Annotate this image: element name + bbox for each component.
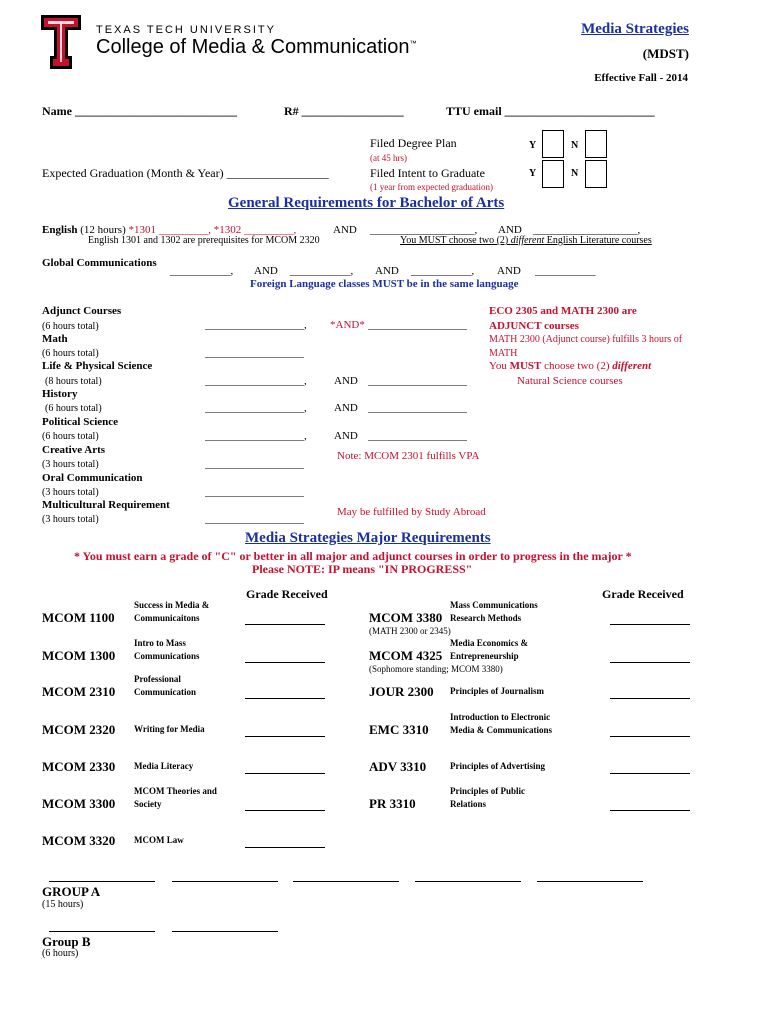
science-label: Life & Physical Science xyxy=(42,360,153,372)
course-code: EMC 3310 xyxy=(369,722,429,737)
course-code: MCOM 1100 xyxy=(42,610,115,625)
eco-note-2: ADJUNCT courses xyxy=(489,320,579,332)
effective-date: Effective Fall - 2014 xyxy=(594,72,688,84)
course-title: Success in Media & xyxy=(134,600,210,610)
intent-no-checkbox[interactable] xyxy=(585,160,607,188)
no-label: N xyxy=(571,140,579,151)
history-label: History xyxy=(42,388,78,400)
grade-field[interactable] xyxy=(245,773,325,774)
english-row: English (12 hours) *1301 _________, *1302 _________, xyxy=(42,224,297,236)
double-t-logo xyxy=(40,14,82,70)
course-title-line2: Communications xyxy=(134,651,200,661)
english-prereq-note: English 1301 and 1302 are prerequisites for MCOM 2320 xyxy=(88,235,320,246)
science-hours: (8 hours total) xyxy=(45,376,102,387)
grade-field[interactable] xyxy=(245,624,325,625)
science-field-1[interactable]: __________________, xyxy=(205,375,307,387)
multicultural-hours: (3 hours total) xyxy=(42,514,99,525)
grade-field[interactable] xyxy=(610,662,690,663)
multicultural-label: Multicultural Requirement xyxy=(42,499,170,511)
name-field[interactable]: Name ___________________________ xyxy=(42,104,237,118)
grade-field[interactable] xyxy=(610,773,690,774)
course-title: Principles of Journalism xyxy=(450,686,544,696)
adjunct-label: Adjunct Courses xyxy=(42,305,122,317)
global-field-2[interactable]: ___________, xyxy=(290,265,354,277)
creative-arts-hours: (3 hours total) xyxy=(42,459,99,470)
and-label: AND xyxy=(333,224,357,236)
course-title: Introduction to Electronic xyxy=(450,712,551,722)
filed-intent-note: (1 year from expected graduation) xyxy=(370,182,493,192)
course-title-line2: Relations xyxy=(450,799,486,809)
graduation-field[interactable]: Expected Graduation (Month & Year) _________________ xyxy=(42,166,329,180)
and-label: AND xyxy=(334,430,358,442)
math-field[interactable]: __________________ xyxy=(205,347,304,359)
grade-received-header-left: Grade Received xyxy=(246,587,328,601)
group-b-field-2[interactable] xyxy=(172,931,278,932)
course-code: ADV 3310 xyxy=(369,759,427,774)
course-title-line2: Society xyxy=(134,799,162,809)
filed-degree-plan-label: Filed Degree Plan xyxy=(370,136,457,150)
grade-field[interactable] xyxy=(245,662,325,663)
english-lit-field-2[interactable]: ___________________, xyxy=(533,224,641,236)
course-code: MCOM 2330 xyxy=(42,759,116,774)
course-code: MCOM 4325 xyxy=(369,648,443,663)
science-field-2[interactable]: __________________ xyxy=(368,375,467,387)
group-a-field-5[interactable] xyxy=(537,881,643,882)
and-label: AND xyxy=(334,402,358,414)
course-code: MCOM 3380 xyxy=(369,610,443,625)
math-note-2: MATH xyxy=(489,348,518,359)
and-label: AND xyxy=(254,265,278,277)
adjunct-and-label: *AND* xyxy=(330,319,365,331)
adjunct-field-1[interactable]: __________________, xyxy=(205,319,307,331)
group-a-field-4[interactable] xyxy=(415,881,521,882)
course-title: Principles of Public xyxy=(450,786,525,796)
course-title-line2: Communication xyxy=(134,687,197,697)
multicultural-field[interactable]: __________________ xyxy=(205,513,304,525)
course-title-line2: Media & Communications xyxy=(450,725,552,735)
history-hours: (6 hours total) xyxy=(45,403,102,414)
course-title-line2: Entrepreneurship xyxy=(450,651,519,661)
oral-communication-hours: (3 hours total) xyxy=(42,487,99,498)
global-field-3[interactable]: ___________, xyxy=(411,265,475,277)
yes-label: Y xyxy=(529,168,537,179)
english-lit-note: You MUST choose two (2) different English Literature courses xyxy=(400,235,652,246)
course-title-line2: Communicaitons xyxy=(134,613,200,623)
math-label: Math xyxy=(42,333,68,345)
creative-arts-field[interactable]: __________________ xyxy=(205,458,304,470)
eco-note-1: ECO 2305 and MATH 2300 are xyxy=(489,305,637,317)
program-title: Media Strategies xyxy=(581,21,689,37)
major-requirements-heading: Media Strategies Major Requirements xyxy=(245,530,491,546)
vpa-note: Note: MCOM 2301 fulfills VPA xyxy=(337,450,480,462)
math-note-1: MATH 2300 (Adjunct course) fulfills 3 hours of xyxy=(489,334,683,345)
course-code: PR 3310 xyxy=(369,796,416,811)
and-label: AND xyxy=(497,265,521,277)
course-code: MCOM 2310 xyxy=(42,684,116,699)
course-title: MCOM Law xyxy=(134,835,184,845)
and-label: AND xyxy=(375,265,399,277)
english-lit-field-1[interactable]: ___________________, xyxy=(370,224,478,236)
grade-field[interactable] xyxy=(610,698,690,699)
group-a-field-2[interactable] xyxy=(172,881,278,882)
course-code: JOUR 2300 xyxy=(369,684,434,699)
degree-plan-no-checkbox[interactable] xyxy=(585,130,607,158)
yes-label: Y xyxy=(529,140,537,151)
no-label: N xyxy=(571,168,579,179)
adjunct-field-2[interactable]: __________________ xyxy=(368,319,467,331)
polsci-hours: (6 hours total) xyxy=(42,431,99,442)
math-hours: (6 hours total) xyxy=(42,348,99,359)
polsci-field-2[interactable]: __________________ xyxy=(368,430,467,442)
history-field-1[interactable]: __________________, xyxy=(205,402,307,414)
course-code: MCOM 1300 xyxy=(42,648,116,663)
global-field-4[interactable]: ___________ xyxy=(535,265,596,277)
course-title: Principles of Advertising xyxy=(450,761,545,771)
group-b-field-1[interactable] xyxy=(49,931,155,932)
polsci-label: Political Science xyxy=(42,416,119,428)
course-title: Media Literacy xyxy=(134,761,194,771)
group-b-hours: (6 hours) xyxy=(42,948,79,959)
history-field-2[interactable]: __________________ xyxy=(368,402,467,414)
course-title: Professional xyxy=(134,674,181,684)
degree-plan-yes-checkbox[interactable] xyxy=(542,130,564,158)
creative-arts-label: Creative Arts xyxy=(42,444,106,456)
grade-field[interactable] xyxy=(245,810,325,811)
email-field[interactable]: TTU email _________________________ xyxy=(446,104,655,118)
oral-communication-field[interactable]: __________________ xyxy=(205,486,304,498)
grade-field[interactable] xyxy=(610,810,690,811)
grade-field[interactable] xyxy=(610,624,690,625)
course-title: Mass Communications xyxy=(450,600,538,610)
grade-c-note: * You must earn a grade of "C" or better in all major and adjunct courses in order to progress in the major * xyxy=(74,549,632,563)
course-code: MCOM 3300 xyxy=(42,796,116,811)
intent-yes-checkbox[interactable] xyxy=(542,160,564,188)
course-code: MCOM 2320 xyxy=(42,722,116,737)
course-title: Media Economics & xyxy=(450,638,528,648)
college-name: College of Media & Communication™ xyxy=(96,36,417,58)
group-b-label: Group B xyxy=(42,934,91,949)
course-title: MCOM Theories and xyxy=(134,786,217,796)
grade-received-header-right: Grade Received xyxy=(602,587,684,601)
course-prereq-note: (MATH 2300 or 2345) xyxy=(369,626,451,636)
grade-field[interactable] xyxy=(610,736,690,737)
and-label: AND xyxy=(334,375,358,387)
course-title: Writing for Media xyxy=(134,724,205,734)
course-title-line2: Research Methods xyxy=(450,613,522,623)
adjunct-hours: (6 hours total) xyxy=(42,321,99,332)
foreign-language-note: Foreign Language classes MUST be in the same language xyxy=(250,278,519,290)
science-note-2: Natural Science courses xyxy=(517,375,623,387)
study-abroad-note: May be fulfilled by Study Abroad xyxy=(337,506,486,518)
global-communications-label: Global Communications xyxy=(42,257,157,269)
oral-communication-label: Oral Communication xyxy=(42,472,143,484)
rnumber-field[interactable]: R# _________________ xyxy=(284,104,404,118)
filed-intent-label: Filed Intent to Graduate xyxy=(370,166,485,180)
course-title: Intro to Mass xyxy=(134,638,186,648)
group-a-field-1[interactable] xyxy=(49,881,155,882)
course-prereq-note: (Sophomore standing; MCOM 3380) xyxy=(369,664,503,674)
course-code: MCOM 3320 xyxy=(42,833,116,848)
group-a-hours: (15 hours) xyxy=(42,899,84,910)
group-a-field-3[interactable] xyxy=(293,881,399,882)
university-name: TEXAS TECH UNIVERSITY xyxy=(96,24,276,36)
science-note-1: You MUST choose two (2) different xyxy=(489,360,652,372)
grade-field[interactable] xyxy=(245,847,325,848)
in-progress-note: Please NOTE: IP means "IN PROGRESS" xyxy=(252,562,473,576)
polsci-field-1[interactable]: __________________, xyxy=(205,430,307,442)
grade-field[interactable] xyxy=(245,698,325,699)
group-a-label: GROUP A xyxy=(42,884,101,899)
and-label: AND xyxy=(498,224,522,236)
global-field-1[interactable]: ___________, xyxy=(170,265,234,277)
grade-field[interactable] xyxy=(245,736,325,737)
filed-degree-plan-note: (at 45 hrs) xyxy=(370,153,407,163)
general-requirements-heading: General Requirements for Bachelor of Arts xyxy=(228,195,505,211)
program-abbrev: (MDST) xyxy=(642,46,689,61)
